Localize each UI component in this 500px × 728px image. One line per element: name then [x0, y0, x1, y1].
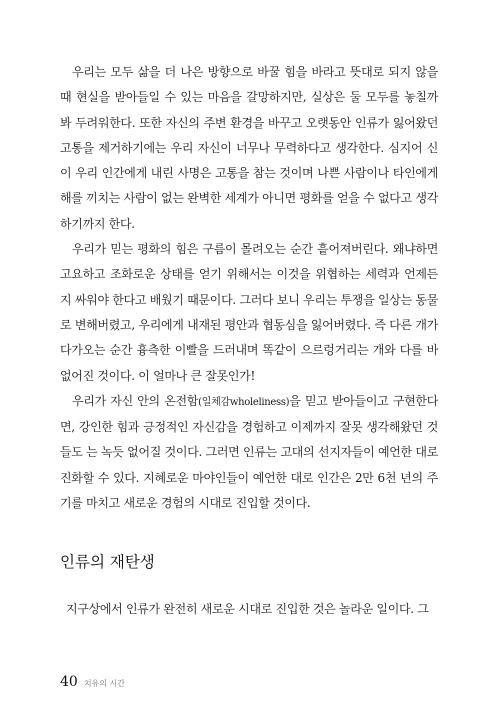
body-text: [60, 60, 438, 516]
page-footer: [60, 674, 125, 690]
paragraph-2: 우리가 믿는 평화의 힘은 구름이 몰려오는 순간 흩어져버린다. 왜냐하면 고요하고 조화로운 상태를 얻기 위해서는 이것을 위협하는 세력과 언제든지 싸워야 한다고 배웠기 때문이다. 그러다 보니 우리는 투쟁을 일상는 동물로 변해버렸고, 우리에게 내재된 평안과 협동심을 잃어버렸다. 즉 다른 개가 다가오는 순간 흉측한 이빨을 드러내며 똑같이 으르렁거리는 개와 다를 바 없어진 것이다. 이 얼마나 큰 잘못인가!: [60, 242, 438, 383]
paragraph-1: 우리는 모두 삶을 더 나은 방향으로 바꿀 힘을 바라고 뜻대로 되지 않을 때 현실을 받아들일 수 있는 마음을 갈망하지만, 실상은 둘 모두를 놓칠까 봐 두려워한다. 또한 자신의 주변 환경을 바꾸고 오랫동안 인류가 잃어왔던 고통을 제거하기에는 우리 자신이 너무나 무력하다고 생각한다. 심지어 신이 우리 인간에게 내린 사명은 고통을 참는 것이며 나쁜 사람이나 타인에게 해를 끼치는 사람이 없는 완벽한 세계가 아니면 평화를 얻을 수 없다고 생각하기까지 한다.: [60, 65, 438, 231]
paragraph-3-start: 우리가 자신 안의 온전함: [72, 393, 199, 408]
section-body: [60, 597, 438, 622]
paragraph-3-parenthetical: (일체감wholeliness): [198, 396, 290, 408]
paragraph-3: [60, 389, 438, 516]
page-number: 40: [60, 674, 78, 690]
paragraph-3-rest: 을 믿고 받아들이고 구현한다면, 강인한 힘과 긍정적인 자신감을 경험하고 이제까지 잘못 생각해왔던 것들도 는 녹듯 없어질 것이다. 그러면 인류는 고대의 선지자들이 예언한 대로 진화할 수 있다. 지혜로운 마야인들이 예언한 대로 인간은 2만 6천 년의 주기를 마치고 새로운 경험의 시대로 진입할 것이다.: [60, 393, 438, 511]
running-book-title: 치유의 시간: [83, 679, 126, 688]
section-paragraph: 지구상에서 인류가 완전히 새로운 시대로 진입한 것은 놀라운 일이다. 그: [66, 602, 429, 616]
section-heading: 인류의 재탄생: [60, 553, 155, 571]
